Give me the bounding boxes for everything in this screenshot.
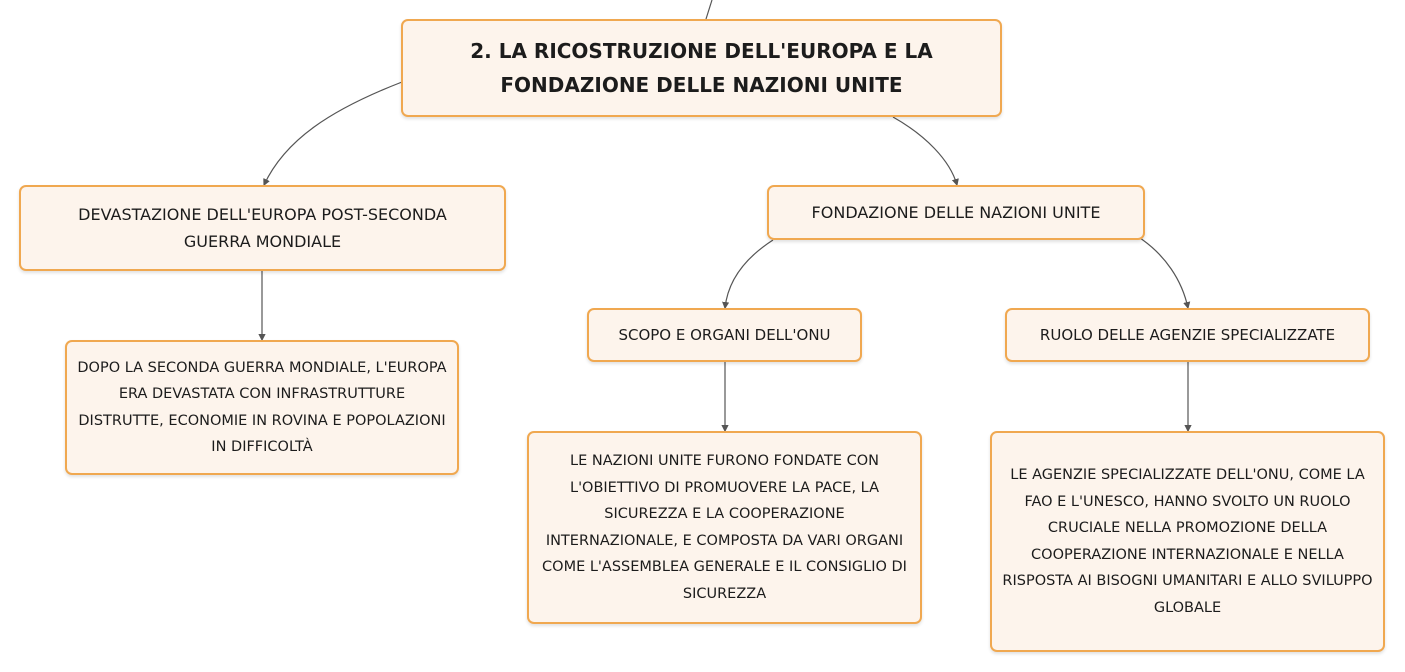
root-title: 2. LA RICOSTRUZIONE DELL'EUROPA E LA FONDAZIONE DELLE NAZIONI UNITE: [470, 39, 933, 97]
connector-fondazione-to-scopo: [725, 240, 773, 308]
detail-scopo[interactable]: [527, 431, 922, 624]
detail-devastazione-text: DOPO LA SECONDA GUERRA MONDIALE, L'EUROPA ERA DEVASTATA CON INFRASTRUTTURE DISTRUTTE, ECONOMIE IN ROVINA E POPOLAZIONI IN DIFFICOLTÀ: [77, 359, 447, 455]
topic-fondazione-label: FONDAZIONE DELLE NAZIONI UNITE: [811, 203, 1101, 222]
detail-scopo-text: LE NAZIONI UNITE FURONO FONDATE CON L'OBIETTIVO DI PROMUOVERE LA PACE, LA SICUREZZA E LA COOPERAZIONE INTERNAZIONALE, E COMPOSTA DA VARI ORGANI COME L'ASSEMBLEA GENERALE E IL CONSIGLIO DI SICUREZZA: [542, 453, 907, 602]
detail-devastazione[interactable]: [65, 340, 459, 475]
subtopic-scopo-label: SCOPO E ORGANI DELL'ONU: [618, 325, 831, 344]
connector-root-to-fondazione: [893, 117, 957, 185]
connector-parent-to-root: [706, 0, 712, 19]
topic-fondazione[interactable]: [767, 185, 1145, 240]
topic-devastazione-label: DEVASTAZIONE DELL'EUROPA POST-SECONDA GUERRA MONDIALE: [78, 205, 447, 251]
detail-ruolo-text: LE AGENZIE SPECIALIZZATE DELL'ONU, COME LA FAO E L'UNESCO, HANNO SVOLTO UN RUOLO CRUCIALE NELLA PROMOZIONE DELLA COOPERAZIONE INTERNAZIONALE E NELLA RISPOSTA AI BISOGNI UMANITARI E ALLO SVILUPPO GLOBALE: [1002, 467, 1373, 616]
subtopic-ruolo-label: RUOLO DELLE AGENZIE SPECIALIZZATE: [1039, 325, 1336, 344]
connector-root-to-devastazione: [264, 82, 402, 185]
subtopic-ruolo[interactable]: [1005, 308, 1370, 362]
topic-devastazione[interactable]: [19, 185, 506, 271]
detail-ruolo[interactable]: [990, 431, 1385, 652]
root-node[interactable]: [401, 19, 1002, 117]
subtopic-scopo[interactable]: [587, 308, 862, 362]
connector-fondazione-to-ruolo: [1140, 238, 1188, 308]
